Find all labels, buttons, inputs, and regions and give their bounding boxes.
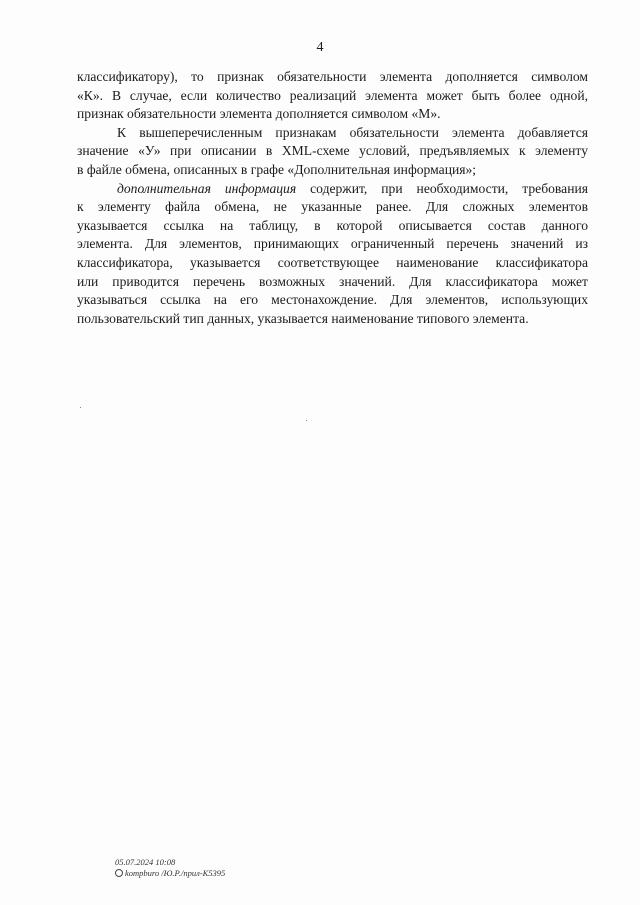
text-line: или приводится перечень возможных значений. Для классификатора может <box>77 273 588 289</box>
scan-speck <box>306 420 307 421</box>
text-line: значение «У» при описании в XML-схеме условий, предъявляемых к элементу <box>77 143 588 159</box>
text-line: к элементу файла обмена, не указанные ранее. Для сложных элементов <box>77 199 588 215</box>
italic-term: дополнительная информация <box>117 180 297 196</box>
footer-path-line <box>115 868 225 879</box>
text-line: классификатору), то признак обязательности элемента дополняется символом <box>77 69 588 84</box>
text-line-with-term <box>77 180 588 199</box>
page-number: 4 <box>316 40 324 55</box>
text-line: элемента. Для элементов, принимающих ограниченный перечень значений из <box>77 236 588 252</box>
text-fragment: содержит, при необходимости, требования <box>310 180 589 196</box>
file-icon <box>115 869 123 877</box>
text-line: классификатора, указывается соответствующее наименование классификатора <box>77 254 588 270</box>
text-line: указываться ссылка на его местонахождение. Для элементов, использующих <box>77 292 588 308</box>
body-text <box>77 68 588 328</box>
text-line: в файле обмена, описанных в графе «Дополнительная информация»; <box>77 161 477 177</box>
text-line: пользовательский тип данных, указывается наименование типового элемента. <box>77 310 529 326</box>
scan-speck <box>80 407 81 408</box>
footer-datetime: 05.07.2024 10:08 <box>115 857 176 867</box>
text-line: «К». В случае, если количество реализаций элемента может быть более одной, <box>77 87 588 103</box>
text-line: К вышеперечисленным признакам обязательности элемента добавляется <box>117 124 588 140</box>
text-line: признак обязательности элемента дополняется символом «М». <box>77 106 441 122</box>
footer <box>115 857 225 879</box>
footer-path: kompburo /Ю.Р./прил-К5395 <box>125 868 226 878</box>
text-line: указывается ссылка на таблицу, в которой описывается состав данного <box>77 217 588 233</box>
